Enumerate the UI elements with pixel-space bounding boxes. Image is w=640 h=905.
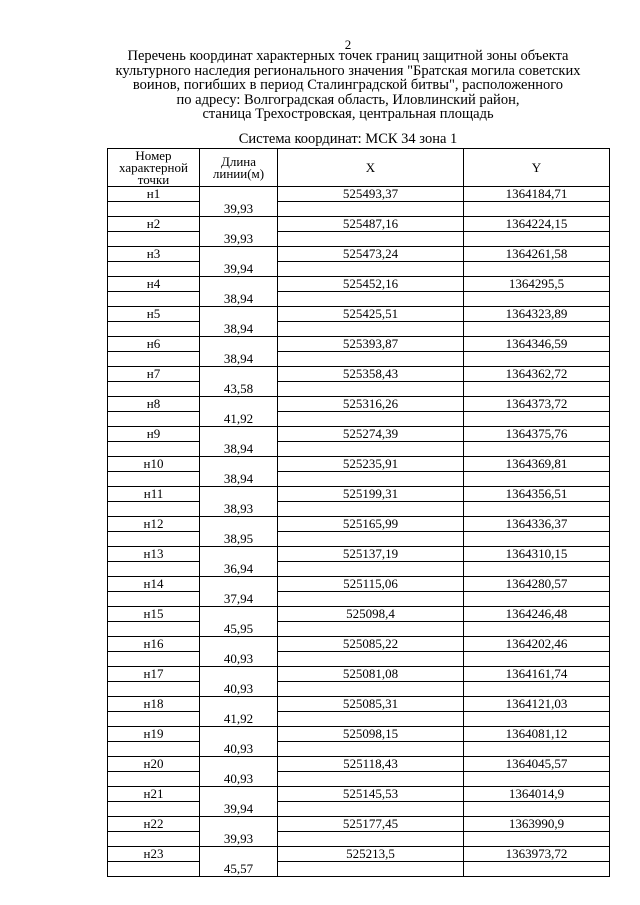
x-coordinate-cell: 525316,26 xyxy=(278,397,464,412)
table-row xyxy=(108,787,610,802)
line-length-cell: 39,93 xyxy=(200,232,278,247)
x-coordinate-cell: 525085,31 xyxy=(278,697,464,712)
y-coordinate-cell: 1364356,51 xyxy=(464,487,610,502)
point-name-cell: н7 xyxy=(108,367,200,382)
x-coordinate-cell: 525274,39 xyxy=(278,427,464,442)
empty-cell xyxy=(278,472,464,487)
point-name-cell: н16 xyxy=(108,637,200,652)
length-empty-cell xyxy=(200,277,278,292)
empty-cell xyxy=(464,802,610,817)
x-coordinate-cell: 525098,4 xyxy=(278,607,464,622)
table-row xyxy=(108,427,610,442)
line-length-cell: 38,95 xyxy=(200,532,278,547)
point-name-cell: н6 xyxy=(108,337,200,352)
length-empty-cell xyxy=(200,427,278,442)
y-coordinate-cell: 1364323,89 xyxy=(464,307,610,322)
empty-cell xyxy=(464,862,610,877)
empty-cell xyxy=(108,742,200,757)
y-coordinate-cell: 1364295,5 xyxy=(464,277,610,292)
line-length-cell: 38,94 xyxy=(200,292,278,307)
empty-cell xyxy=(464,832,610,847)
empty-cell xyxy=(464,442,610,457)
y-coordinate-cell: 1364045,57 xyxy=(464,757,610,772)
empty-cell xyxy=(108,322,200,337)
empty-cell xyxy=(278,802,464,817)
x-coordinate-cell: 525115,06 xyxy=(278,577,464,592)
table-header-row xyxy=(108,149,610,187)
table-row xyxy=(108,307,610,322)
table-row xyxy=(108,412,610,427)
table-row xyxy=(108,682,610,697)
x-coordinate-cell: 525145,53 xyxy=(278,787,464,802)
header-point-number: Номер характерной точки xyxy=(108,149,200,187)
empty-cell xyxy=(108,472,200,487)
length-empty-cell xyxy=(200,397,278,412)
line-length-cell: 41,92 xyxy=(200,712,278,727)
table-row xyxy=(108,352,610,367)
empty-cell xyxy=(278,232,464,247)
empty-cell xyxy=(464,292,610,307)
line-length-cell: 40,93 xyxy=(200,682,278,697)
empty-cell xyxy=(464,742,610,757)
table-row xyxy=(108,457,610,472)
length-empty-cell xyxy=(200,337,278,352)
table-row xyxy=(108,577,610,592)
empty-cell xyxy=(278,772,464,787)
point-name-cell: н20 xyxy=(108,757,200,772)
table-row xyxy=(108,367,610,382)
empty-cell xyxy=(464,562,610,577)
coordinate-system-label: Система координат: МСК 34 зона 1 xyxy=(238,131,458,147)
length-empty-cell xyxy=(200,847,278,862)
empty-cell xyxy=(108,682,200,697)
table-row xyxy=(108,337,610,352)
table-row xyxy=(108,742,610,757)
empty-cell xyxy=(278,712,464,727)
y-coordinate-cell: 1364202,46 xyxy=(464,637,610,652)
empty-cell xyxy=(108,442,200,457)
y-coordinate-cell: 1364336,37 xyxy=(464,517,610,532)
x-coordinate-cell: 525358,43 xyxy=(278,367,464,382)
empty-cell xyxy=(464,502,610,517)
empty-cell xyxy=(278,382,464,397)
table-row xyxy=(108,487,610,502)
table-row xyxy=(108,322,610,337)
header-line-length: Длина линии(м) xyxy=(200,149,278,187)
line-length-cell: 38,94 xyxy=(200,352,278,367)
y-coordinate-cell: 1364362,72 xyxy=(464,367,610,382)
table-row xyxy=(108,547,610,562)
length-empty-cell xyxy=(200,727,278,742)
title-line: по адресу: Волгоградская область, Иловлинский район, xyxy=(176,91,520,108)
empty-cell xyxy=(108,352,200,367)
empty-cell xyxy=(464,262,610,277)
table-row xyxy=(108,847,610,862)
point-name-cell: н5 xyxy=(108,307,200,322)
empty-cell xyxy=(108,292,200,307)
table-row xyxy=(108,382,610,397)
point-name-cell: н2 xyxy=(108,217,200,232)
length-empty-cell xyxy=(200,787,278,802)
header-x: X xyxy=(278,149,464,187)
y-coordinate-cell: 1364346,59 xyxy=(464,337,610,352)
title-line: воинов, погибших в период Сталинградской битвы", расположенного xyxy=(132,77,564,94)
y-coordinate-cell: 1363990,9 xyxy=(464,817,610,832)
table-body xyxy=(108,187,610,877)
table-row xyxy=(108,757,610,772)
y-coordinate-cell: 1364373,72 xyxy=(464,397,610,412)
y-coordinate-cell: 1364280,57 xyxy=(464,577,610,592)
table-row xyxy=(108,727,610,742)
x-coordinate-cell: 525473,24 xyxy=(278,247,464,262)
header-y: Y xyxy=(464,149,610,187)
table-row xyxy=(108,712,610,727)
empty-cell xyxy=(108,832,200,847)
table-row xyxy=(108,817,610,832)
line-length-cell: 39,94 xyxy=(200,262,278,277)
empty-cell xyxy=(464,682,610,697)
point-name-cell: н14 xyxy=(108,577,200,592)
empty-cell xyxy=(108,652,200,667)
length-empty-cell xyxy=(200,517,278,532)
table-row xyxy=(108,697,610,712)
y-coordinate-cell: 1364121,03 xyxy=(464,697,610,712)
empty-cell xyxy=(464,232,610,247)
line-length-cell: 45,95 xyxy=(200,622,278,637)
empty-cell xyxy=(108,712,200,727)
title-line: культурного наследия регионального значения "Братская могила советских xyxy=(115,62,581,79)
empty-cell xyxy=(278,562,464,577)
empty-cell xyxy=(108,802,200,817)
empty-cell xyxy=(108,202,200,217)
empty-cell xyxy=(278,742,464,757)
empty-cell xyxy=(108,532,200,547)
table-row xyxy=(108,832,610,847)
x-coordinate-cell: 525137,19 xyxy=(278,547,464,562)
x-coordinate-cell: 525487,16 xyxy=(278,217,464,232)
line-length-cell: 40,93 xyxy=(200,772,278,787)
empty-cell xyxy=(278,652,464,667)
length-empty-cell xyxy=(200,487,278,502)
empty-cell xyxy=(278,622,464,637)
empty-cell xyxy=(278,532,464,547)
point-name-cell: н1 xyxy=(108,187,200,202)
length-empty-cell xyxy=(200,607,278,622)
empty-cell xyxy=(108,772,200,787)
length-empty-cell xyxy=(200,457,278,472)
document-title xyxy=(0,49,640,122)
empty-cell xyxy=(278,502,464,517)
empty-cell xyxy=(464,202,610,217)
empty-cell xyxy=(278,322,464,337)
table-row xyxy=(108,442,610,457)
empty-cell xyxy=(108,862,200,877)
point-name-cell: н21 xyxy=(108,787,200,802)
page-number: 2 xyxy=(344,37,352,52)
table-row xyxy=(108,262,610,277)
empty-cell xyxy=(464,622,610,637)
x-coordinate-cell: 525493,37 xyxy=(278,187,464,202)
line-length-cell: 39,94 xyxy=(200,802,278,817)
empty-cell xyxy=(278,412,464,427)
table-row xyxy=(108,802,610,817)
empty-cell xyxy=(278,202,464,217)
line-length-cell: 38,93 xyxy=(200,502,278,517)
x-coordinate-cell: 525098,15 xyxy=(278,727,464,742)
table-row xyxy=(108,202,610,217)
y-coordinate-cell: 1364224,15 xyxy=(464,217,610,232)
line-length-cell: 38,94 xyxy=(200,322,278,337)
line-length-cell: 40,93 xyxy=(200,742,278,757)
line-length-cell: 38,94 xyxy=(200,472,278,487)
line-length-cell: 43,58 xyxy=(200,382,278,397)
table-row xyxy=(108,592,610,607)
table-row xyxy=(108,232,610,247)
y-coordinate-cell: 1364261,58 xyxy=(464,247,610,262)
x-coordinate-cell: 525425,51 xyxy=(278,307,464,322)
point-name-cell: н8 xyxy=(108,397,200,412)
point-name-cell: н4 xyxy=(108,277,200,292)
length-empty-cell xyxy=(200,547,278,562)
table-row xyxy=(108,292,610,307)
table-row xyxy=(108,397,610,412)
line-length-cell: 36,94 xyxy=(200,562,278,577)
empty-cell xyxy=(108,412,200,427)
x-coordinate-cell: 525165,99 xyxy=(278,517,464,532)
point-name-cell: н9 xyxy=(108,427,200,442)
y-coordinate-cell: 1364014,9 xyxy=(464,787,610,802)
empty-cell xyxy=(278,592,464,607)
x-coordinate-cell: 525118,43 xyxy=(278,757,464,772)
y-coordinate-cell: 1364246,48 xyxy=(464,607,610,622)
table-row xyxy=(108,562,610,577)
table-row xyxy=(108,637,610,652)
table-row xyxy=(108,517,610,532)
point-name-cell: н23 xyxy=(108,847,200,862)
table-row xyxy=(108,622,610,637)
y-coordinate-cell: 1364310,15 xyxy=(464,547,610,562)
empty-cell xyxy=(108,502,200,517)
length-empty-cell xyxy=(200,367,278,382)
line-length-cell: 41,92 xyxy=(200,412,278,427)
empty-cell xyxy=(108,232,200,247)
y-coordinate-cell: 1364081,12 xyxy=(464,727,610,742)
line-length-cell: 45,57 xyxy=(200,862,278,877)
empty-cell xyxy=(278,442,464,457)
empty-cell xyxy=(108,382,200,397)
empty-cell xyxy=(108,592,200,607)
length-empty-cell xyxy=(200,247,278,262)
table-row xyxy=(108,472,610,487)
table-row xyxy=(108,277,610,292)
table-row xyxy=(108,532,610,547)
length-empty-cell xyxy=(200,187,278,202)
line-length-cell: 39,93 xyxy=(200,832,278,847)
empty-cell xyxy=(108,562,200,577)
x-coordinate-cell: 525235,91 xyxy=(278,457,464,472)
empty-cell xyxy=(464,772,610,787)
length-empty-cell xyxy=(200,697,278,712)
empty-cell xyxy=(464,322,610,337)
point-name-cell: н15 xyxy=(108,607,200,622)
point-name-cell: н11 xyxy=(108,487,200,502)
empty-cell xyxy=(278,352,464,367)
x-coordinate-cell: 525085,22 xyxy=(278,637,464,652)
x-coordinate-cell: 525177,45 xyxy=(278,817,464,832)
empty-cell xyxy=(464,382,610,397)
y-coordinate-cell: 1364161,74 xyxy=(464,667,610,682)
y-coordinate-cell: 1364375,76 xyxy=(464,427,610,442)
y-coordinate-cell: 1364184,71 xyxy=(464,187,610,202)
table-row xyxy=(108,667,610,682)
length-empty-cell xyxy=(200,667,278,682)
point-name-cell: н17 xyxy=(108,667,200,682)
x-coordinate-cell: 525452,16 xyxy=(278,277,464,292)
empty-cell xyxy=(278,262,464,277)
table-row xyxy=(108,247,610,262)
empty-cell xyxy=(108,622,200,637)
empty-cell xyxy=(278,292,464,307)
title-line: Перечень координат характерных точек границ защитной зоны объекта xyxy=(127,48,569,64)
empty-cell xyxy=(278,862,464,877)
table-row xyxy=(108,187,610,202)
title-line: станица Трехостровская, центральная площадь xyxy=(202,106,494,123)
empty-cell xyxy=(464,592,610,607)
empty-cell xyxy=(464,412,610,427)
line-length-cell: 37,94 xyxy=(200,592,278,607)
table-row xyxy=(108,217,610,232)
length-empty-cell xyxy=(200,217,278,232)
table-row xyxy=(108,502,610,517)
line-length-cell: 40,93 xyxy=(200,652,278,667)
point-name-cell: н18 xyxy=(108,697,200,712)
length-empty-cell xyxy=(200,637,278,652)
point-name-cell: н19 xyxy=(108,727,200,742)
empty-cell xyxy=(464,352,610,367)
table-row xyxy=(108,772,610,787)
length-empty-cell xyxy=(200,577,278,592)
point-name-cell: н12 xyxy=(108,517,200,532)
table-row xyxy=(108,862,610,877)
empty-cell xyxy=(464,532,610,547)
length-empty-cell xyxy=(200,817,278,832)
point-name-cell: н3 xyxy=(108,247,200,262)
coordinates-table xyxy=(107,148,610,877)
empty-cell xyxy=(108,262,200,277)
x-coordinate-cell: 525199,31 xyxy=(278,487,464,502)
point-name-cell: н13 xyxy=(108,547,200,562)
empty-cell xyxy=(278,832,464,847)
table-row xyxy=(108,652,610,667)
x-coordinate-cell: 525081,08 xyxy=(278,667,464,682)
length-empty-cell xyxy=(200,757,278,772)
length-empty-cell xyxy=(200,307,278,322)
empty-cell xyxy=(278,682,464,697)
empty-cell xyxy=(464,712,610,727)
table-row xyxy=(108,607,610,622)
line-length-cell: 39,93 xyxy=(200,202,278,217)
point-name-cell: н22 xyxy=(108,817,200,832)
empty-cell xyxy=(464,472,610,487)
x-coordinate-cell: 525213,5 xyxy=(278,847,464,862)
y-coordinate-cell: 1364369,81 xyxy=(464,457,610,472)
x-coordinate-cell: 525393,87 xyxy=(278,337,464,352)
empty-cell xyxy=(464,652,610,667)
line-length-cell: 38,94 xyxy=(200,442,278,457)
point-name-cell: н10 xyxy=(108,457,200,472)
y-coordinate-cell: 1363973,72 xyxy=(464,847,610,862)
